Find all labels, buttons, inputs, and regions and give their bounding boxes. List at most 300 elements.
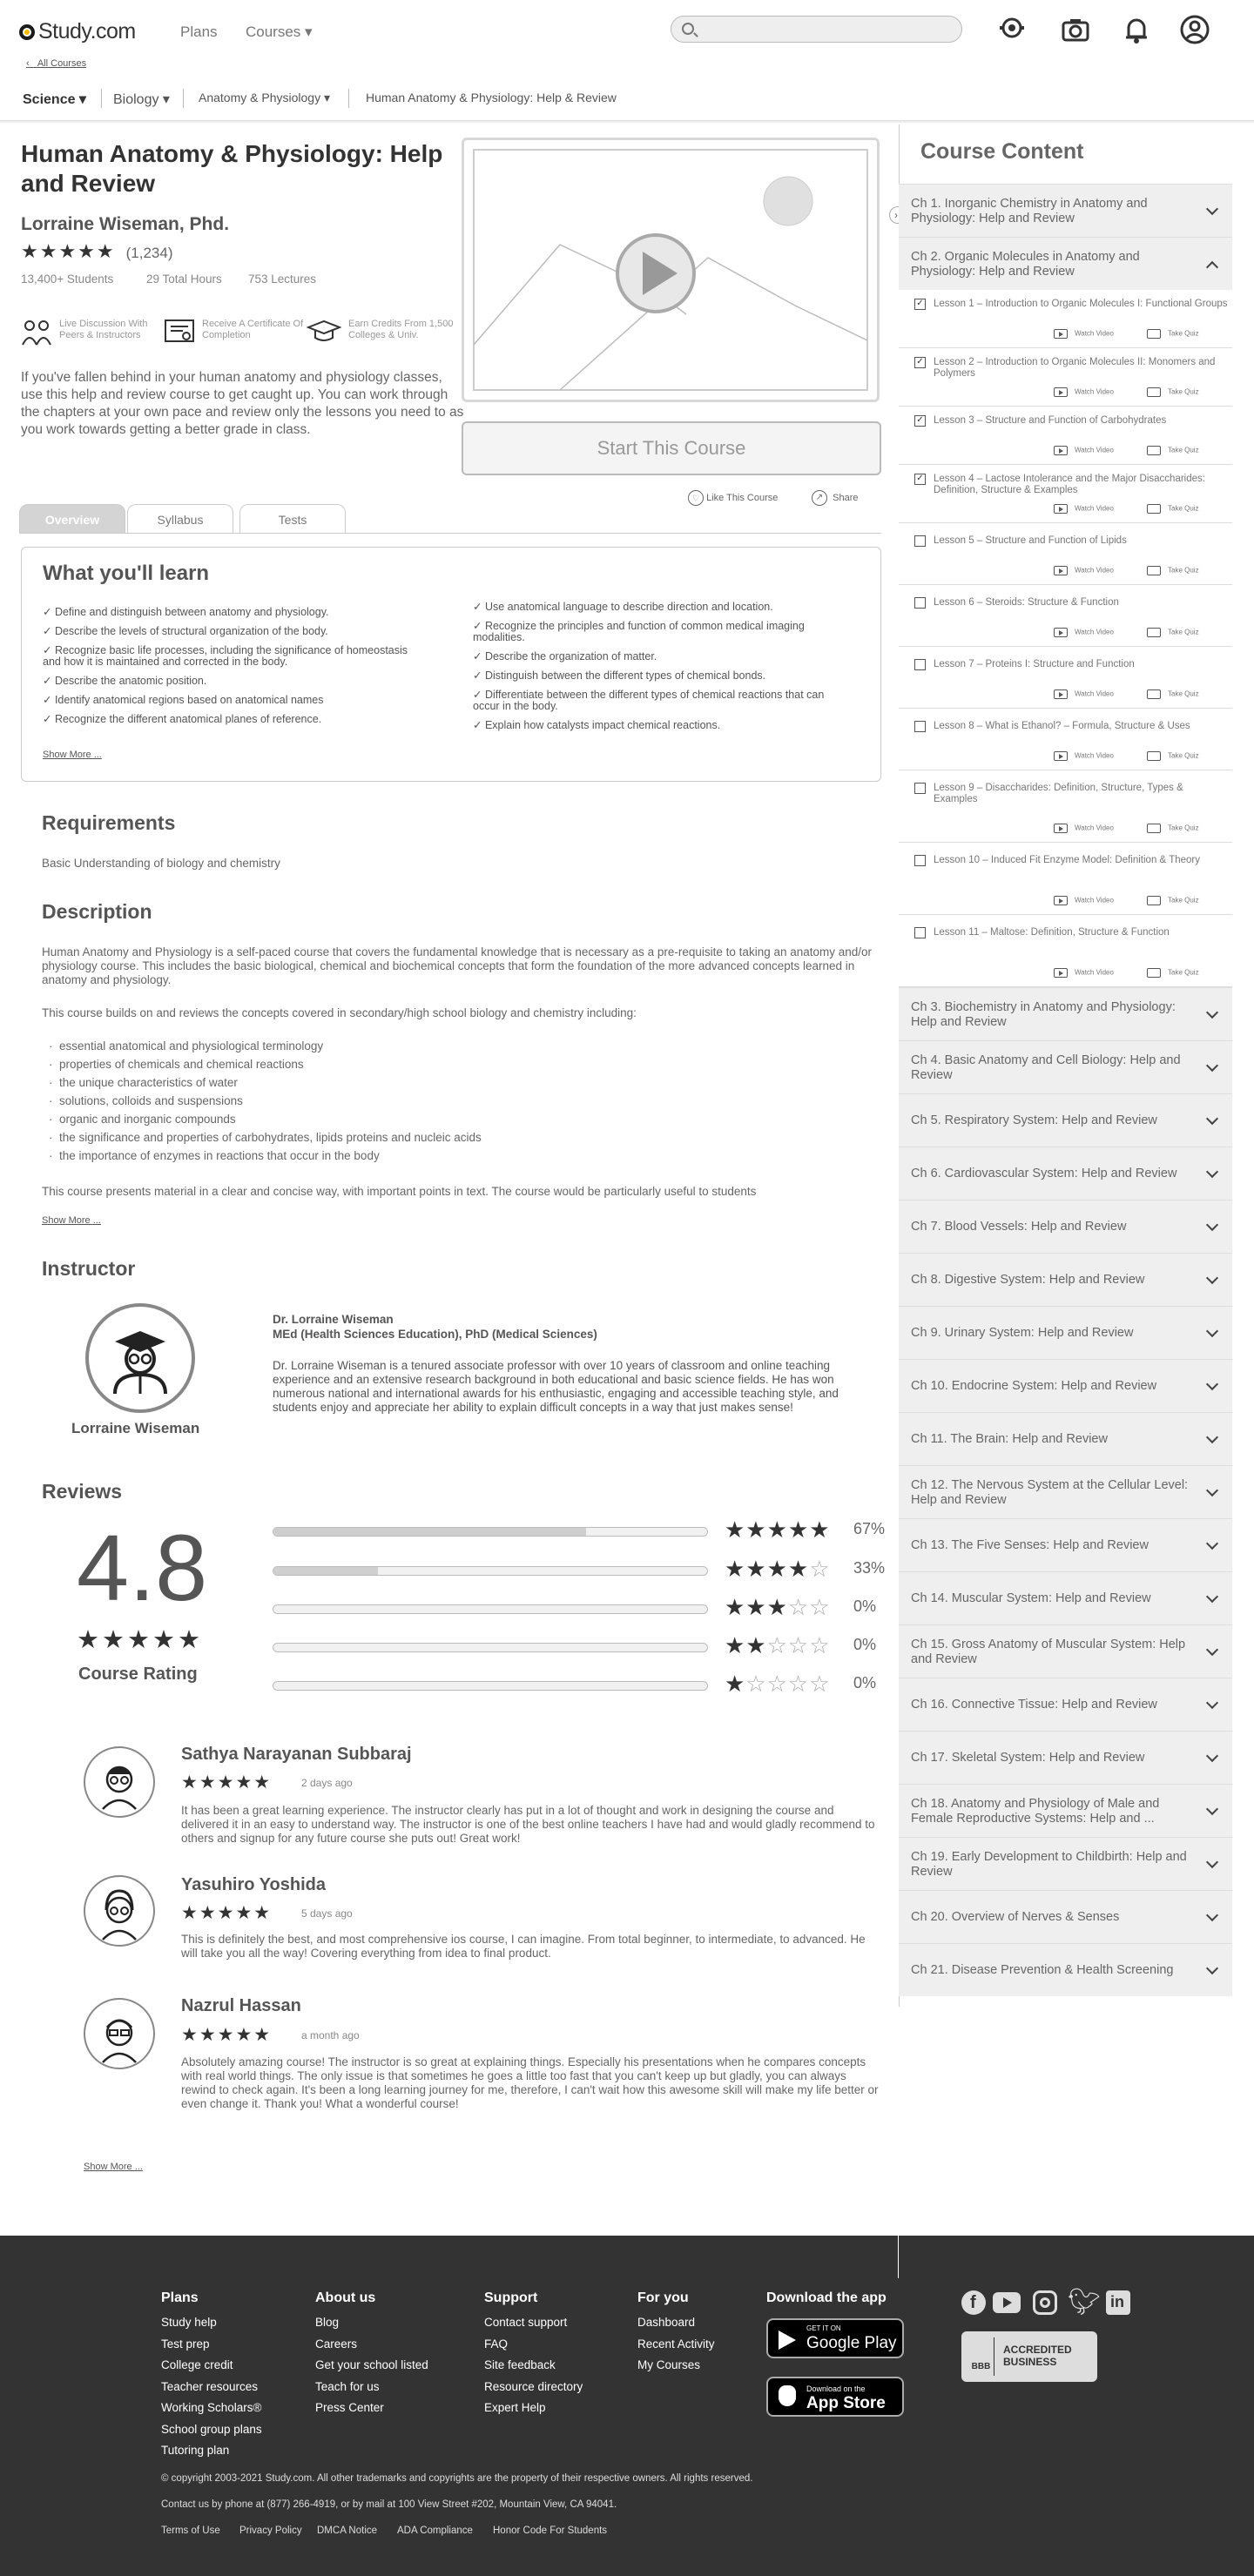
chevron-down-icon: [1206, 1218, 1218, 1230]
lesson-checkbox[interactable]: [914, 927, 926, 938]
footer-link[interactable]: Tutoring plan: [161, 2444, 230, 2457]
chapter-toggle[interactable]: [899, 1518, 1232, 1571]
chapter-toggle[interactable]: [899, 1624, 1232, 1678]
header-shadow: [0, 120, 1254, 124]
heart-icon: ♡: [688, 490, 704, 506]
description-paragraph: This course presents material in a clear and concise way, with important points in text. The course would be particularly useful to students: [42, 1185, 757, 1198]
lesson-checkbox[interactable]: ✓: [914, 415, 926, 427]
linkedin-icon[interactable]: [1106, 2290, 1130, 2315]
chevron-down-icon: [1206, 1908, 1218, 1920]
like-course-button[interactable]: [688, 490, 778, 506]
reviewer-face-icon: [85, 2000, 153, 2068]
list-item-text: essential anatomical and physiological terminology: [59, 1039, 324, 1053]
learn-item-text: Distinguish between the different types of chemical bonds.: [484, 669, 766, 682]
chapter-toggle[interactable]: [899, 1093, 1232, 1147]
instructor-full-name: Dr. Lorraine Wiseman: [273, 1313, 394, 1326]
lesson-checkbox[interactable]: [914, 721, 926, 732]
list-item: · the unique characteristics of water: [49, 1076, 238, 1089]
chapter-toggle[interactable]: [899, 1784, 1232, 1837]
reviews-show-more-link[interactable]: Show More ...: [84, 2162, 143, 2172]
footer-link[interactable]: Working Scholars®: [161, 2401, 262, 2414]
take-quiz-button[interactable]: [1147, 387, 1199, 397]
footer-legal-link[interactable]: DMCA Notice: [317, 2526, 378, 2536]
lesson-checkbox[interactable]: [914, 855, 926, 866]
watch-video-button[interactable]: [1054, 689, 1114, 699]
watch-video-label: Watch Video: [1075, 968, 1114, 977]
review-date: 2 days ago: [301, 1777, 353, 1789]
quiz-icon: [1147, 387, 1161, 397]
play-icon: [1059, 826, 1063, 831]
play-icon: [1059, 971, 1063, 976]
list-item-text: the unique characteristics of water: [59, 1076, 238, 1089]
nav-courses[interactable]: Courses ▾: [246, 24, 313, 40]
rating-percent: 33%: [853, 1559, 886, 1577]
list-item: · solutions, colloids and suspensions: [49, 1094, 243, 1107]
lesson-checkbox[interactable]: [914, 597, 926, 609]
chapter-title: Ch 17. Skeletal System: Help and Review: [911, 1751, 1145, 1765]
student-count: 13,400+ Students: [21, 272, 114, 286]
tab-overview[interactable]: Overview: [19, 504, 125, 534]
lesson-checkbox[interactable]: [914, 783, 926, 794]
watch-video-button[interactable]: [1054, 446, 1114, 455]
google-play-small: GET IT ON: [806, 2324, 841, 2332]
footer-legal-link[interactable]: Honor Code For Students: [493, 2526, 608, 2536]
learn-list-right: [473, 602, 839, 739]
learn-item: ✓ Describe the anatomic position.: [43, 675, 207, 687]
lesson-title[interactable]: Lesson 11 – Maltose: Definition, Structure & Function: [934, 927, 1170, 938]
footer-heading: Plans: [161, 2290, 199, 2305]
watch-video-label: Watch Video: [1075, 824, 1114, 832]
back-to-all-courses-link[interactable]: ‹ All Courses: [26, 58, 87, 69]
review-stars-icon: ★★★★★: [181, 2025, 273, 2045]
footer-heading: For you: [637, 2290, 689, 2305]
chapter-title: Ch 12. The Nervous System at the Cellular Level: Help and Review: [911, 1477, 1189, 1507]
learn-item: ✓ Differentiate between the different types of chemical reactions that can occur in the body.: [473, 689, 825, 712]
video-icon: [1054, 751, 1068, 761]
lesson-title[interactable]: Lesson 2 – Introduction to Organic Molecules II: Monomers and Polymers: [934, 357, 1216, 379]
nav-plans[interactable]: Plans: [180, 24, 218, 40]
video-icon: [1054, 968, 1068, 978]
take-quiz-button[interactable]: [1147, 446, 1199, 455]
study-logo[interactable]: [19, 19, 136, 44]
play-icon: [1059, 448, 1063, 454]
feature-certificate: Receive A Certificate Of Completion: [202, 319, 304, 340]
facebook-glyph: f: [970, 2293, 976, 2312]
chapter-title: Ch 1. Inorganic Chemistry in Anatomy and Physiology: Help and Review: [911, 196, 1148, 225]
footer-link[interactable]: Study help: [161, 2316, 217, 2329]
chapter-toggle[interactable]: [899, 987, 1232, 1040]
instructor-bio: Dr. Lorraine Wiseman is a tenured associate professor with over 10 years of classroom and online teaching experience and an extensive research background in both educational and basic science fields. He has won numerous national and international awards for his enthusiastic, engaging and accessible teaching style, and students enjoy and appreciate her ability to explain difficult concepts in a way that just makes sense!: [273, 1359, 839, 1414]
chapter-toggle[interactable]: [899, 1147, 1232, 1200]
play-icon: [1059, 692, 1063, 697]
quiz-icon: [1147, 751, 1161, 761]
chevron-right-icon: ›: [894, 209, 898, 221]
video-icon: [1054, 446, 1068, 455]
list-item: · properties of chemicals and chemical reactions: [49, 1058, 304, 1071]
rating-bar: [273, 1566, 708, 1576]
app-store-label: App Store: [806, 2394, 886, 2412]
quiz-icon: [1147, 329, 1161, 339]
what-you-learn-box: [21, 547, 881, 782]
footer-heading: About us: [315, 2290, 376, 2305]
chevron-down-icon: [1206, 1483, 1218, 1496]
rating-stars-icon: ★★★☆☆: [725, 1594, 831, 1620]
chapter-title: Ch 3. Biochemistry in Anatomy and Physiology: Help and Review: [911, 999, 1176, 1029]
google-play-button[interactable]: [766, 2318, 904, 2358]
search-icon: [682, 23, 694, 35]
learn-item: ✓ Describe the organization of matter.: [473, 650, 657, 662]
list-item-text: organic and inorganic compounds: [59, 1113, 236, 1126]
review-date: a month ago: [301, 2029, 360, 2041]
play-icon: [1059, 754, 1063, 759]
start-course-button[interactable]: Start This Course: [462, 421, 881, 475]
sidebar-edge: [898, 2007, 899, 2278]
chapter-title: Ch 8. Digestive System: Help and Review: [911, 1273, 1145, 1287]
learn-item: ✓ Identify anatomical regions based on anatomical names: [43, 694, 324, 706]
footer-link[interactable]: Get your school listed: [315, 2358, 428, 2371]
chevron-down-icon: [1206, 1961, 1218, 1974]
list-item-text: the significance and properties of carbohydrates, lipids proteins and nucleic acids: [59, 1131, 482, 1144]
rating-stars-icon: ★★★★★: [725, 1517, 831, 1543]
chat-support-icon[interactable]: [996, 14, 1028, 45]
chevron-down-icon: [1206, 1855, 1218, 1867]
copyright-text: © copyright 2003-2021 Study.com. All other trademarks and copyrights are the property of their respective owners. All rights reserved.: [161, 2473, 753, 2484]
footer-link[interactable]: Dashboard: [637, 2316, 696, 2329]
rating-bar-fill: [273, 1567, 378, 1575]
chapter-title: Ch 9. Urinary System: Help and Review: [911, 1326, 1134, 1340]
chapter-toggle[interactable]: [899, 1571, 1232, 1624]
feature-discussion: Live Discussion With Peers & Instructors: [59, 319, 148, 340]
lesson-title[interactable]: Lesson 3 – Structure and Function of Carbohydrates: [934, 415, 1167, 426]
lesson-title[interactable]: Lesson 5 – Structure and Function of Lipids: [934, 535, 1127, 546]
learn-item-text: Recognize the different anatomical planes of reference.: [54, 713, 322, 725]
graduate-avatar-icon: [89, 1307, 192, 1409]
learn-item: ✓ Describe the levels of structural organization of the body.: [43, 625, 328, 637]
learn-item: ✓ Recognize basic life processes, including the significance of homeostasis and how it is maintained and corrected in the body.: [43, 644, 408, 668]
footer-link[interactable]: Site feedback: [484, 2358, 556, 2371]
learn-item-text: Explain how catalysts impact chemical reactions.: [484, 719, 721, 731]
footer-link-list: [484, 2312, 583, 2419]
chevron-down-icon: [1206, 1696, 1218, 1708]
watch-video-button[interactable]: [1054, 751, 1114, 761]
bbb-accredited-badge[interactable]: [961, 2331, 1097, 2382]
lesson-row: [899, 465, 1232, 523]
footer-link[interactable]: College credit: [161, 2358, 233, 2371]
discussion-icon: [21, 317, 54, 348]
reviewer-name: Sathya Narayanan Subbaraj: [181, 1745, 412, 1764]
bbb-label: ACCREDITED BUSINESS: [1003, 2344, 1072, 2368]
back-link-label: All Courses: [37, 58, 87, 69]
chevron-down-icon: [1206, 1802, 1218, 1814]
lesson-row: [899, 523, 1232, 585]
rating-percent: 0%: [853, 1597, 877, 1615]
quiz-icon: [1147, 566, 1161, 575]
footer-link[interactable]: Teach for us: [315, 2379, 380, 2393]
tab-syllabus[interactable]: Syllabus: [127, 504, 233, 534]
reviewer-face-icon: [85, 1748, 153, 1816]
lesson-checkbox[interactable]: [914, 535, 926, 547]
footer-link[interactable]: Expert Help: [484, 2401, 546, 2414]
lesson-row: [899, 290, 1232, 348]
lesson-checkbox[interactable]: ✓: [914, 474, 926, 485]
lesson-checkbox[interactable]: [914, 659, 926, 670]
description-paragraph: Human Anatomy and Physiology is a self-paced course that covers the fundamental knowledge that is necessary as a pre-requisite to taking an anatomy and/or physiology course. This includes the basic biological, chemical and biochemical concepts that form the foundation of the more advanced concepts learned in anatomy and physiology.: [42, 945, 873, 986]
reviewer-name: Nazrul Hassan: [181, 1996, 301, 2015]
twitter-icon[interactable]: 🐦︎: [1068, 2288, 1102, 2317]
search-input[interactable]: [671, 16, 962, 43]
tab-tests[interactable]: Tests: [239, 504, 346, 534]
watch-video-button[interactable]: [1054, 387, 1114, 397]
chapter-1-toggle[interactable]: [899, 184, 1232, 237]
share-label: Share: [833, 492, 859, 503]
breadcrumb-science-label: Science: [23, 92, 76, 107]
course-author[interactable]: Lorraine Wiseman, Phd.: [21, 214, 230, 234]
lesson-checkbox[interactable]: ✓: [914, 357, 926, 368]
learn-item-text: Describe the anatomic position.: [54, 675, 207, 687]
chapter-title: Ch 11. The Brain: Help and Review: [911, 1432, 1108, 1446]
chapter-title: Ch 13. The Five Senses: Help and Review: [911, 1538, 1149, 1552]
top-navbar: [0, 0, 1254, 59]
chapter-toggle[interactable]: [899, 1731, 1232, 1784]
contact-text: Contact us by phone at (877) 266-4919, or by mail at 100 View Street #202, Mountain View, CA 94041.: [161, 2499, 617, 2510]
facebook-icon[interactable]: [961, 2290, 986, 2315]
watch-video-button[interactable]: [1054, 968, 1114, 978]
reviewer-face-icon: [85, 1877, 153, 1945]
lesson-row: [899, 647, 1232, 709]
average-score: 4.8: [77, 1515, 208, 1620]
learn-item: ✓ Recognize the principles and function of common medical imaging modalities.: [473, 620, 805, 643]
chevron-down-icon: [1206, 1165, 1218, 1177]
watch-video-button[interactable]: [1054, 896, 1114, 905]
watch-video-button[interactable]: [1054, 824, 1114, 833]
footer-link[interactable]: Blog: [315, 2316, 340, 2329]
footer-link[interactable]: Press Center: [315, 2401, 384, 2414]
instagram-glyph: [1040, 2297, 1050, 2308]
take-quiz-label: Take Quiz: [1168, 329, 1199, 338]
chapter-toggle[interactable]: [899, 1837, 1232, 1890]
take-quiz-button[interactable]: [1147, 504, 1199, 514]
take-quiz-button[interactable]: [1147, 896, 1199, 905]
learn-item: ✓ Explain how catalysts impact chemical reactions.: [473, 719, 721, 731]
breadcrumb-current[interactable]: Human Anatomy & Physiology: Help & Review: [366, 91, 617, 104]
watch-video-label: Watch Video: [1075, 446, 1114, 454]
chevron-down-icon: [1206, 1271, 1218, 1283]
lesson-row: [899, 585, 1232, 647]
take-quiz-label: Take Quiz: [1168, 504, 1199, 513]
lesson-title[interactable]: Lesson 4 – Lactose Intolerance and the Major Disaccharides: Definition, Structure & Examples: [934, 474, 1205, 495]
footer-link[interactable]: School group plans: [161, 2422, 262, 2436]
chevron-down-icon: [1206, 1430, 1218, 1443]
graduation-cap-icon: [307, 319, 341, 345]
play-icon: [1059, 898, 1063, 904]
take-quiz-button[interactable]: [1147, 329, 1199, 339]
footer-link[interactable]: My Courses: [637, 2358, 701, 2371]
learn-item-text: Recognize the principles and function of common medical imaging modalities.: [473, 620, 805, 643]
learn-item-text: Describe the levels of structural organization of the body.: [54, 625, 328, 637]
reviewer-avatar: [84, 1998, 155, 2069]
chapter-title: Ch 5. Respiratory System: Help and Review: [911, 1113, 1157, 1127]
chapter-toggle[interactable]: [899, 1465, 1232, 1518]
footer-link[interactable]: Careers: [315, 2337, 358, 2351]
list-item: · organic and inorganic compounds: [49, 1113, 236, 1126]
video-icon: [1054, 566, 1068, 575]
instructor-avatar: [85, 1303, 195, 1413]
video-icon: [1054, 329, 1068, 339]
quiz-icon: [1147, 504, 1161, 514]
breadcrumb-biology[interactable]: Biology ▾: [113, 92, 170, 107]
course-preview-video[interactable]: [462, 138, 880, 402]
watch-video-button[interactable]: [1054, 329, 1114, 339]
like-label: Like This Course: [706, 492, 779, 503]
lesson-title[interactable]: Lesson 8 – What is Ethanol? – Formula, Structure & Uses: [934, 721, 1190, 731]
footer-legal-link[interactable]: ADA Compliance: [397, 2526, 473, 2536]
chapter-toggle[interactable]: [899, 1359, 1232, 1412]
description-heading: Description: [42, 900, 152, 923]
footer-heading: Support: [484, 2290, 538, 2305]
nav-courses-label: Courses: [246, 24, 301, 40]
footer-link-list: [315, 2312, 428, 2419]
breadcrumb-science[interactable]: Science ▾: [23, 92, 86, 107]
rating-percent: 0%: [853, 1636, 877, 1653]
rating-stars-icon: ★★☆☆☆: [725, 1632, 831, 1658]
take-quiz-button[interactable]: [1147, 968, 1199, 978]
lesson-title[interactable]: Lesson 9 – Disaccharides: Definition, Structure, Types & Examples: [934, 783, 1183, 804]
average-stars-icon: ★★★★★: [77, 1626, 203, 1654]
lecture-count: 753 Lectures: [248, 272, 317, 286]
download-app-heading: Download the app: [766, 2290, 887, 2305]
chapter-title: Ch 20. Overview of Nerves & Senses: [911, 1910, 1120, 1924]
footer-link[interactable]: Contact support: [484, 2316, 568, 2329]
take-quiz-label: Take Quiz: [1168, 824, 1199, 832]
learn-title: What you'll learn: [43, 562, 210, 585]
chapter-toggle[interactable]: [899, 1412, 1232, 1465]
share-button[interactable]: [812, 490, 858, 506]
learn-item-text: Describe the organization of matter.: [484, 650, 657, 662]
learn-item-text: Identify anatomical regions based on anatomical names: [54, 694, 324, 706]
chapter-toggle[interactable]: [899, 1943, 1232, 1996]
chevron-down-icon: [1206, 1590, 1218, 1602]
course-rating-stars: [21, 240, 173, 263]
user-profile-icon[interactable]: [1179, 14, 1210, 45]
lesson-title[interactable]: Lesson 1 – Introduction to Organic Molecules I: Functional Groups: [934, 299, 1228, 309]
take-quiz-button[interactable]: [1147, 824, 1199, 833]
camera-icon[interactable]: [1060, 14, 1091, 45]
take-quiz-label: Take Quiz: [1168, 968, 1199, 977]
instagram-icon[interactable]: [1033, 2290, 1057, 2315]
video-icon: [1054, 824, 1068, 833]
chapter-toggle[interactable]: [899, 1890, 1232, 1943]
learn-item: ✓ Use anatomical language to describe direction and location.: [473, 601, 773, 613]
reviewer-avatar: [84, 1875, 155, 1947]
app-store-small: Download on the: [806, 2384, 866, 2393]
take-quiz-button[interactable]: [1147, 751, 1199, 761]
footer-legal-link[interactable]: Terms of Use: [161, 2526, 220, 2536]
star-rating-icon: ★★★★★: [21, 240, 116, 262]
quiz-icon: [1147, 824, 1161, 833]
rating-bar: [273, 1604, 708, 1614]
chapter-toggle[interactable]: [899, 1200, 1232, 1253]
lesson-title[interactable]: Lesson 10 – Induced Fit Enzyme Model: Definition & Theory: [934, 855, 1200, 865]
take-quiz-button[interactable]: [1147, 566, 1199, 575]
footer-legal-link[interactable]: Privacy Policy: [239, 2526, 302, 2536]
breadcrumb-anatomy[interactable]: Anatomy & Physiology ▾: [199, 91, 330, 104]
chapter-toggle[interactable]: [899, 1253, 1232, 1306]
video-icon: [1054, 896, 1068, 905]
chapter-title: Ch 21. Disease Prevention & Health Screening: [911, 1963, 1174, 1977]
rating-bar: [273, 1643, 708, 1652]
review-text: This is definitely the best, and most comprehensive ios course, I can imagine. From total beginner, to intermediate, to advanced. He will take you all the way! Covering everything from idea to final product.: [181, 1933, 866, 1960]
learn-item: ✓ Recognize the different anatomical planes of reference.: [43, 713, 322, 725]
learn-show-more-link[interactable]: Show More ...: [43, 750, 102, 760]
video-icon: [1054, 504, 1068, 514]
watch-video-button[interactable]: [1054, 504, 1114, 514]
bell-icon[interactable]: [1121, 14, 1152, 45]
lesson-row: [899, 348, 1232, 407]
chevron-down-icon: [1206, 1749, 1218, 1761]
chapter-2-toggle[interactable]: [899, 237, 1232, 290]
chapter-title: Ch 4. Basic Anatomy and Cell Biology: Help and Review: [911, 1053, 1181, 1082]
lesson-checkbox[interactable]: ✓: [914, 299, 926, 310]
lesson-title[interactable]: Lesson 6 – Steroids: Structure & Function: [934, 597, 1119, 608]
course-rating-label: Course Rating: [78, 1665, 198, 1684]
breadcrumb-divider: [183, 89, 184, 108]
description-show-more-link[interactable]: Show More ...: [42, 1215, 101, 1226]
learn-item: ✓ Define and distinguish between anatomy and physiology.: [43, 606, 329, 618]
chevron-down-icon: [1206, 1537, 1218, 1549]
review-stars-icon: ★★★★★: [181, 1903, 273, 1923]
youtube-icon[interactable]: [993, 2292, 1021, 2313]
rating-count: (1,234): [125, 245, 173, 261]
footer-link[interactable]: Recent Activity: [637, 2337, 715, 2351]
chevron-down-icon: [1206, 1112, 1218, 1124]
footer-link[interactable]: Test prep: [161, 2337, 210, 2351]
watch-video-button[interactable]: [1054, 628, 1114, 637]
requirements-text: Basic Understanding of biology and chemistry: [42, 857, 280, 870]
app-store-button[interactable]: [766, 2377, 904, 2417]
take-quiz-label: Take Quiz: [1168, 896, 1199, 905]
footer-link[interactable]: Teacher resources: [161, 2379, 259, 2393]
description-bullet-list: [49, 1037, 482, 1165]
lesson-title[interactable]: Lesson 7 – Proteins I: Structure and Function: [934, 659, 1135, 669]
watch-video-label: Watch Video: [1075, 329, 1114, 338]
watch-video-button[interactable]: [1054, 566, 1114, 575]
chapter-toggle[interactable]: [899, 1306, 1232, 1359]
tab-underline: [19, 533, 881, 534]
reviewer-name: Yasuhiro Yoshida: [181, 1875, 326, 1894]
rating-percent: 0%: [853, 1674, 877, 1692]
reviews-heading: Reviews: [42, 1480, 123, 1503]
quiz-icon: [1147, 628, 1161, 637]
quiz-icon: [1147, 896, 1161, 905]
breadcrumb-biology-label: Biology: [113, 92, 159, 107]
lesson-row: [899, 843, 1232, 915]
share-icon: ↗: [812, 490, 827, 506]
chapter-toggle[interactable]: [899, 1040, 1232, 1093]
take-quiz-button[interactable]: [1147, 689, 1199, 699]
chapter-title: Ch 15. Gross Anatomy of Muscular System: Help and Review: [911, 1637, 1186, 1666]
google-play-icon: [779, 2331, 796, 2350]
google-play-label: Google Play: [806, 2334, 897, 2352]
chapter-toggle[interactable]: [899, 1678, 1232, 1731]
course-title: Human Anatomy & Physiology: Help and Review: [21, 140, 443, 197]
instructor-credentials: MEd (Health Sciences Education), PhD (Medical Sciences): [273, 1328, 597, 1341]
review-text: Absolutely amazing course! The instructor is so great at explaining things. Especially his presentations when he compares concepts with real world things. The only issue is that sometimes he goes a little too fast that you can't keep up but gladly, you can always rewind to check again. It's been a long learning journey for me, therefore, I can't wait how this awesome skill will make my life better or even change it. Thank you! What a wonderful course!: [181, 2055, 879, 2110]
footer-link[interactable]: FAQ: [484, 2337, 509, 2351]
review-stars-icon: ★★★★★: [181, 1772, 273, 1792]
take-quiz-button[interactable]: [1147, 628, 1199, 637]
footer-link[interactable]: Resource directory: [484, 2379, 583, 2393]
rating-bar: [273, 1681, 708, 1691]
